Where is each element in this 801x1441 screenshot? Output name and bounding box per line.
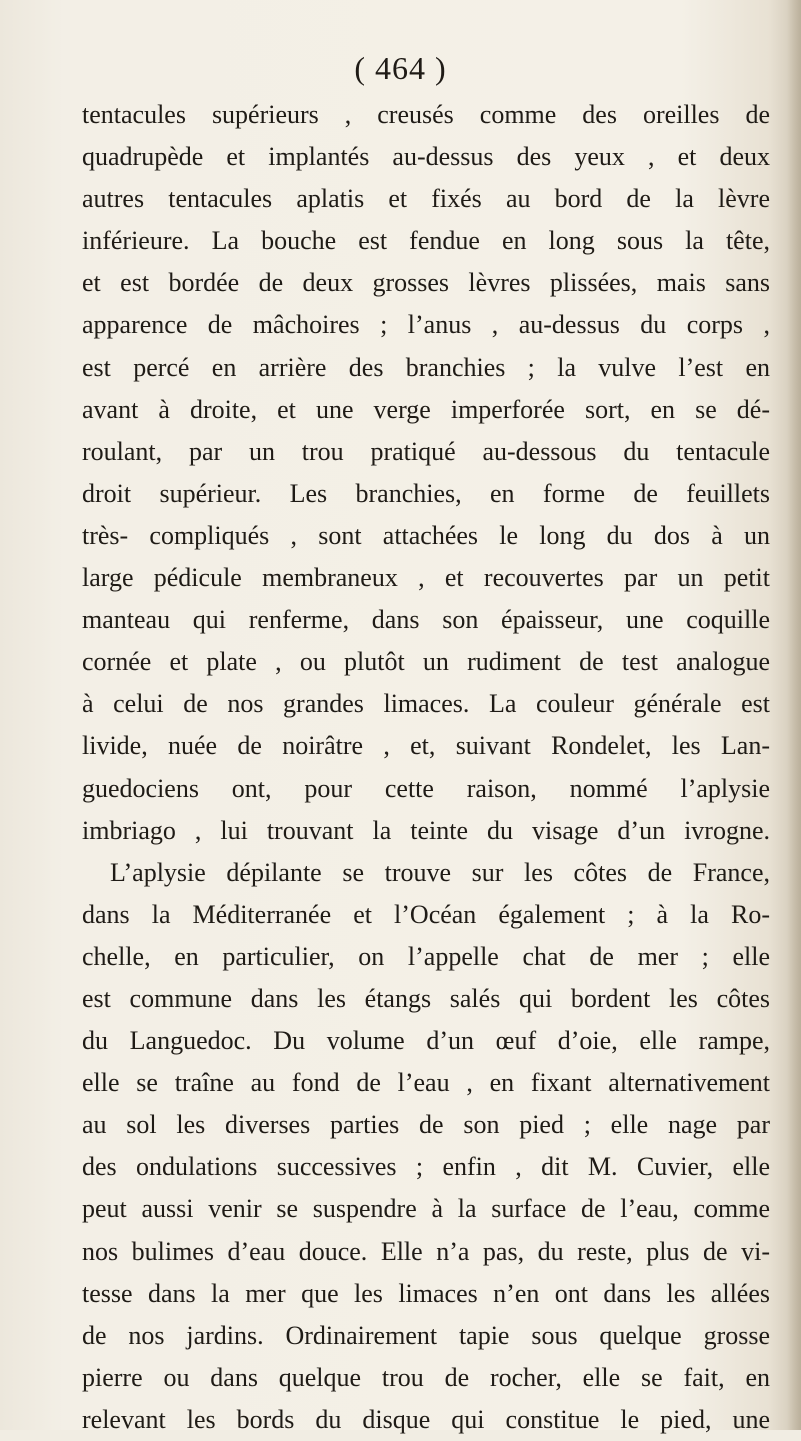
- text-line: large pédicule membraneux , et recouvertes par un petit: [82, 563, 770, 593]
- text-line: quadrupède et implantés au-dessus des yeux , et deux: [82, 142, 770, 172]
- page-edge-shadow: [787, 0, 801, 1430]
- text-line: apparence de mâchoires ; l’anus , au-dessus du corps ,: [82, 310, 770, 340]
- text-line: cornée et plate , ou plutôt un rudiment de test analogue: [82, 647, 770, 677]
- page-number: ( 464 ): [354, 50, 447, 86]
- body-text: [82, 94, 770, 1441]
- text-line: avant à droite, et une verge imperforée sort, en se dé-: [82, 394, 770, 424]
- text-line: au sol les diverses parties de son pied ; elle nage par: [82, 1110, 770, 1140]
- text-line: autres tentacules aplatis et fixés au bord de la lèvre: [82, 184, 770, 214]
- text-line: droit supérieur. Les branchies, en forme de feuillets: [82, 478, 770, 508]
- text-line: des ondulations successives ; enfin , dit M. Cuvier, elle: [82, 1152, 770, 1182]
- text-line: dans la Méditerranée et l’Océan également ; à la Ro-: [82, 899, 770, 929]
- text-line: à celui de nos grandes limaces. La couleur générale est: [82, 689, 770, 719]
- text-line: elle se traîne au fond de l’eau , en fixant alternativement: [82, 1068, 770, 1098]
- text-line: de nos jardins. Ordinairement tapie sous quelque grosse: [82, 1320, 770, 1350]
- text-line: inférieure. La bouche est fendue en long sous la tête,: [82, 226, 770, 256]
- text-line: est percé en arrière des branchies ; la vulve l’est en: [82, 352, 770, 382]
- text-line: tesse dans la mer que les limaces n’en ont dans les allées: [82, 1278, 770, 1308]
- text-line: et est bordée de deux grosses lèvres plissées, mais sans: [82, 268, 770, 298]
- text-line: tentacules supérieurs , creusés comme des oreilles de: [82, 100, 770, 129]
- text-line: L’aplysie dépilante se trouve sur les côtes de France,: [110, 857, 770, 887]
- text-line: manteau qui renferme, dans son épaisseur, une coquille: [82, 605, 770, 635]
- text-line: chelle, en particulier, on l’appelle chat de mer ; elle: [82, 941, 770, 971]
- text-line: roulant, par un trou pratiqué au-dessous du tentacule: [82, 436, 770, 466]
- text-line: est commune dans les étangs salés qui bordent les côtes: [82, 983, 770, 1013]
- text-line: nos bulimes d’eau douce. Elle n’a pas, du reste, plus de vi-: [82, 1236, 770, 1266]
- text-line: pierre ou dans quelque trou de rocher, elle se fait, en: [82, 1362, 770, 1392]
- text-line: peut aussi venir se suspendre à la surface de l’eau, comme: [82, 1194, 770, 1224]
- text-line: livide, nuée de noirâtre , et, suivant Rondelet, les Lan-: [82, 731, 770, 761]
- text-line: très- compliqués , sont attachées le long du dos à un: [82, 520, 770, 550]
- text-line: imbriago , lui trouvant la teinte du visage d’un ivrogne.: [82, 815, 770, 845]
- text-line: du Languedoc. Du volume d’un œuf d’oie, elle rampe,: [82, 1026, 770, 1056]
- text-line: guedociens ont, pour cette raison, nommé l’aplysie: [82, 773, 770, 803]
- text-line: relevant les bords du disque qui constitue le pied, une: [82, 1404, 770, 1434]
